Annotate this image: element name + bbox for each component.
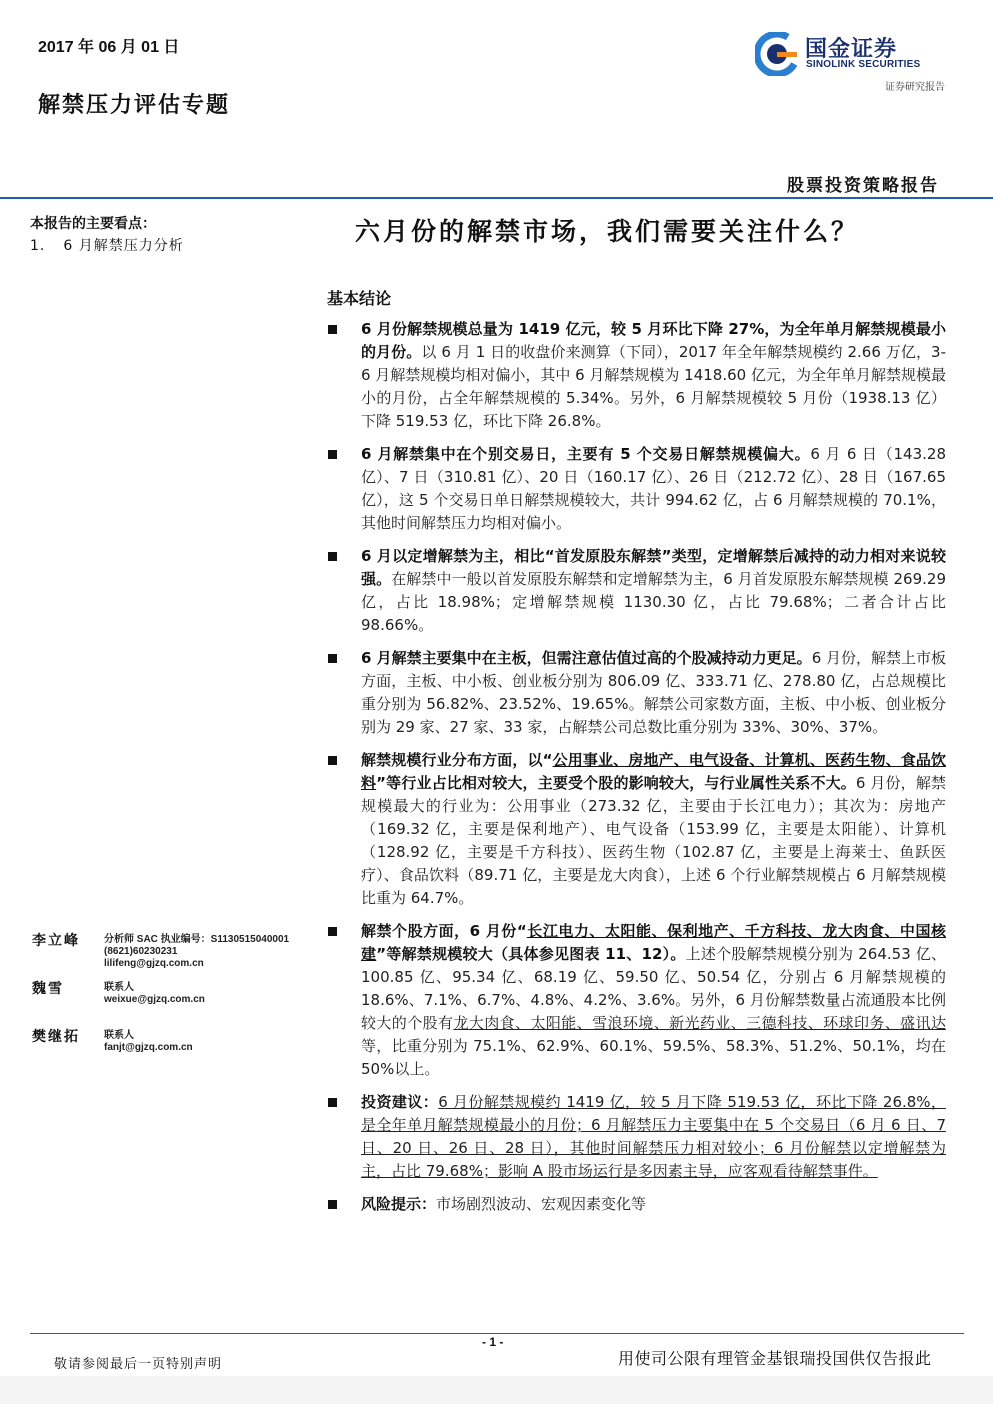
bullet-body: 市场剧烈波动、宏观因素变化等	[436, 1195, 647, 1213]
list-item	[326, 1091, 946, 1183]
footer-disclaimer: 敬请参阅最后一页特别声明	[54, 1357, 223, 1372]
list-item	[326, 749, 946, 910]
bullet-body-underlined: 龙大肉食、太阳能、雪浪环境、新光药业、三德科技、环球印务、盛讯达	[453, 1014, 946, 1032]
footer-notice: 用使司公限有理管金基银瑞投国供仅告报此	[618, 1349, 932, 1368]
analyst-list	[32, 930, 322, 1074]
analyst-title: 联系人	[104, 1030, 134, 1041]
bullet-body: 6 月份，解禁规模最大的行业为：公用事业（273.32 亿，主要由于长江电力）；其次为：房地产（169.32 亿，主要是保利地产）、电气设备（153.99 亿，主要是太阳能）、计算机（128.92 亿，主要是千方科技）、医药生物（102.87 亿，主要是上海莱士、鱼跃医疗）、食品饮料（89.71 亿，主要是龙大肉食），上述 6 个行业解禁规模占 6 月解禁规模比重为 64.7%。	[361, 774, 946, 907]
bullet-lead-part: 解禁规模行业分布方面，以“	[361, 751, 553, 769]
bullet-body: 6 月 6 日（143.28 亿）、7 日（310.81 亿）、20 日（160.17 亿）、26 日（212.72 亿）、28 日（167.65 亿），这 5 个交易日单日解禁规模较大，共计 994.62 亿，占 6 月解禁规模的 70.1%，其他时间解禁压力均相对偏小。	[361, 445, 946, 532]
bullet-lead: 6 月解禁主要集中在主板，但需注意估值过高的个股减持动力更足。	[361, 649, 812, 667]
analyst-name: 樊继拓	[32, 1029, 80, 1045]
bullet-body: 以 6 月 1 日的收盘价来测算（下同），2017 年全年解禁规模约 2.66 万亿，3-6 月解禁规模均相对偏小，其中 6 月解禁规模为 1418.60 亿元，为全年单月解禁规模最小的月份，占全年解禁规模的 5.34%。另外，6 月解禁规模较 5 月份（1938.13 亿）下降 519.53 亿，环比下降 26.8%。	[361, 343, 946, 430]
analyst-email: lilifeng@gjzq.com.cn	[104, 958, 204, 969]
bullet-lead: 风险提示：	[361, 1195, 437, 1213]
analyst-info	[104, 934, 289, 970]
logo-name-cn: 国金证券	[805, 37, 898, 62]
analyst-email: weixue@gjzq.com.cn	[104, 994, 205, 1005]
bullet-lead-part: ”等行业占比相对较大，主要受个股的影响较大，与行业属性关系不大。	[376, 774, 856, 792]
sidebar-item	[30, 235, 184, 255]
bullet-lead-underlined: 长江电力、太阳能、保利地产、千方科技、龙大肉食、中国核建	[361, 922, 946, 963]
analyst-email: fanjt@gjzq.com.cn	[104, 1042, 193, 1053]
section-title: 基本结论	[327, 289, 392, 308]
conclusion-list	[326, 318, 946, 1226]
list-item	[326, 920, 946, 1081]
analyst-card	[32, 978, 322, 1026]
analyst-info	[104, 982, 205, 1006]
analyst-title: 分析师 SAC 执业编号：S1130515040001	[104, 934, 290, 945]
company-logo	[755, 30, 955, 96]
analyst-title: 联系人	[104, 982, 134, 993]
list-item	[326, 318, 946, 433]
bullet-lead: 投资建议：	[361, 1093, 439, 1111]
list-item	[326, 443, 946, 535]
bullet-lead-part: 解禁个股方面，6 月份“	[361, 922, 527, 940]
list-item	[326, 1193, 946, 1216]
bullet-body: 6 月份解禁规模约 1419 亿，较 5 月下降 519.53 亿，环比下降 26.8%，是全年单月解禁规模最小的月份；6 月解禁压力主要集中在 5 个交易日（6 月 6 日、7 日、20 日、26 日、28 日），其他时间解禁压力相对较小；6 月份解禁以定增解禁为主，占比 79.68%；影响 A 股市场运行是多因素主导，应客观看待解禁事件。	[361, 1093, 946, 1180]
bullet-lead: 6 月以定增解禁为主，相比“首发原股东解禁”类型，定增解禁后减持的动力相对来说较强。	[361, 547, 946, 588]
page-title: 六月份的解禁市场，我们需要关注什么？	[355, 217, 860, 246]
bullet-lead-underlined: 公用事业、房地产、电气设备、计算机、医药生物、食品饮料	[361, 751, 946, 792]
bullet-body: 上述个股解禁规模分别为 264.53 亿、100.85 亿、95.34 亿、68.19 亿、59.50 亿、50.54 亿，分别占 6 月解禁规模的 18.6%、7.1%、6.7%、4.8%、4.2%、3.6%。另外，6 月份解禁数量占流通股本比例较大的个股有	[361, 945, 946, 1032]
logo-subtitle: 证券研究报告	[885, 82, 945, 93]
report-type: 解禁压力评估专题	[38, 92, 231, 118]
header-divider	[0, 197, 993, 199]
analyst-card	[32, 930, 322, 978]
bullet-lead: 6 月解禁集中在个别交易日，主要有 5 个交易日解禁规模偏大。	[361, 445, 811, 463]
bullet-body-part: 等，比重分别为 75.1%、62.9%、60.1%、59.5%、58.3%、51.2%、50.1%，均在 50%以上。	[361, 1037, 946, 1078]
analyst-info	[104, 1030, 193, 1054]
analyst-name: 李立峰	[32, 933, 80, 949]
sidebar-item-text: 6 月解禁压力分析	[63, 238, 184, 254]
list-item	[326, 545, 946, 637]
watermark-strip	[0, 1376, 993, 1404]
bullet-lead-part: ”等解禁规模较大（具体参见图表 11、12）。	[376, 945, 686, 963]
footer-divider	[30, 1333, 964, 1334]
sidebar-item-num: 1.	[30, 238, 46, 254]
page-number: - 1 -	[482, 1335, 504, 1349]
bullet-body: 在解禁中一般以首发原股东解禁和定增解禁为主，6 月首发原股东解禁规模 269.29 亿，占比 18.98%；定增解禁规模 1130.30 亿，占比 79.68%；二者合计占比 98.66%。	[361, 570, 946, 634]
sidebar-heading: 本报告的主要看点：	[30, 216, 156, 232]
logo-name-en: SINOLINK SECURITIES	[806, 59, 921, 70]
list-item	[326, 647, 946, 739]
bullet-lead: 6 月份解禁规模总量为 1419 亿元，较 5 月环比下降 27%，为全年单月解禁规模最小的月份。	[361, 320, 946, 361]
analyst-name: 魏雪	[32, 981, 64, 997]
bullet-body: 6 月份，解禁上市板方面，主板、中小板、创业板分别为 806.09 亿、333.71 亿、278.80 亿，占总规模比重分别为 56.82%、23.52%、19.65%。解禁公司家数方面，主板、中小板、创业板分别为 29 家、27 家、33 家，占解禁公司总数比重分别为 33%、30%、37%。	[361, 649, 947, 736]
analyst-card	[32, 1026, 322, 1074]
report-date: 2017 年 06 月 01 日	[38, 39, 180, 56]
analyst-phone: (8621)60230231	[104, 946, 178, 957]
sinolink-logo-icon	[755, 32, 799, 76]
strategy-label: 股票投资策略报告	[787, 176, 939, 196]
